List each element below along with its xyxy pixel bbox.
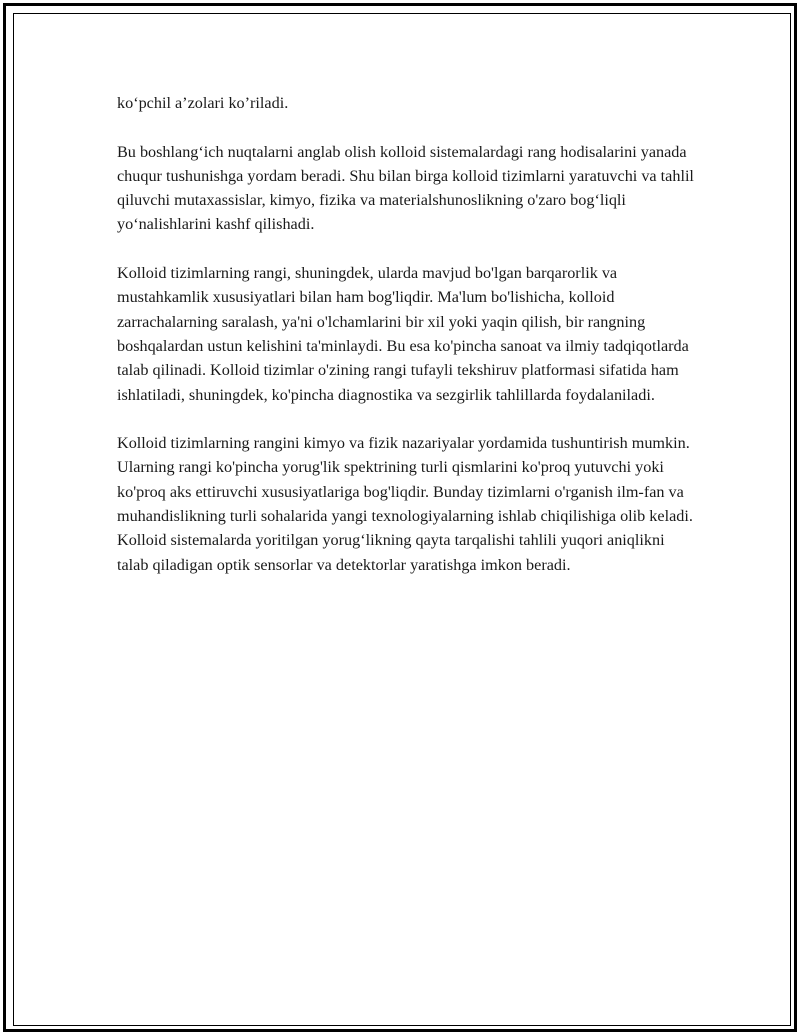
paragraph-1: ko‘pchil a’zolari ko’riladi.	[117, 94, 289, 112]
paragraph-4: Kolloid tizimlarning rangini kimyo va fizik nazariyalar yordamida tushuntirish mumkin. Ularning rangi ko'pincha yorug'lik spektrining turli qismlarini ko'proq yutuvchi yoki ko'proq aks ettiruvchi xususiyatlariga bog'liqdir. Bunday tizimlarni o'rganish ilm-fan va muhandislikning turli sohalarida yangi texnologiyalarning ishlab chiqilishiga olib keladi. Kolloid sistemalarda yoritilgan yorug‘likning qayta tarqalishi tahlili yuqori aniqlikni talab qiladigan optik sensorlar va detektorlar yaratishga imkon beradi.	[117, 434, 693, 574]
document-body	[117, 91, 697, 601]
paragraph-2: Bu boshlang‘ich nuqtalarni anglab olish kolloid sistemalardagi rang hodisalarini yanada chuqur tushunishga yordam beradi. Shu bilan birga kolloid tizimlarni yaratuvchi va tahlil qiluvchi mutaxassislar, kimyo, fizika va materialshunoslikning o'zaro bog‘liqli yo‘nalishlarini kashf qilishadi.	[117, 142, 694, 234]
paragraph-3: Kolloid tizimlarning rangi, shuningdek, ularda mavjud bo'lgan barqarorlik va mustahkamlik xususiyatlari bilan ham bog'liqdir. Ma'lum bo'lishicha, kolloid zarrachalarning saralash, ya'ni o'lchamlarini bir xil yoki yaqin qilish, bir rangning boshqalardan ustun kelishini ta'minlaydi. Bu esa ko'pincha sanoat va ilmiy tadqiqotlarda talab qilinadi. Kolloid tizimlar o'zining rangi tufayli tekshiruv platformasi sifatida ham ishlatiladi, shuningdek, ko'pincha diagnostika va sezgirlik tahlillarda foydalaniladi.	[117, 264, 689, 404]
